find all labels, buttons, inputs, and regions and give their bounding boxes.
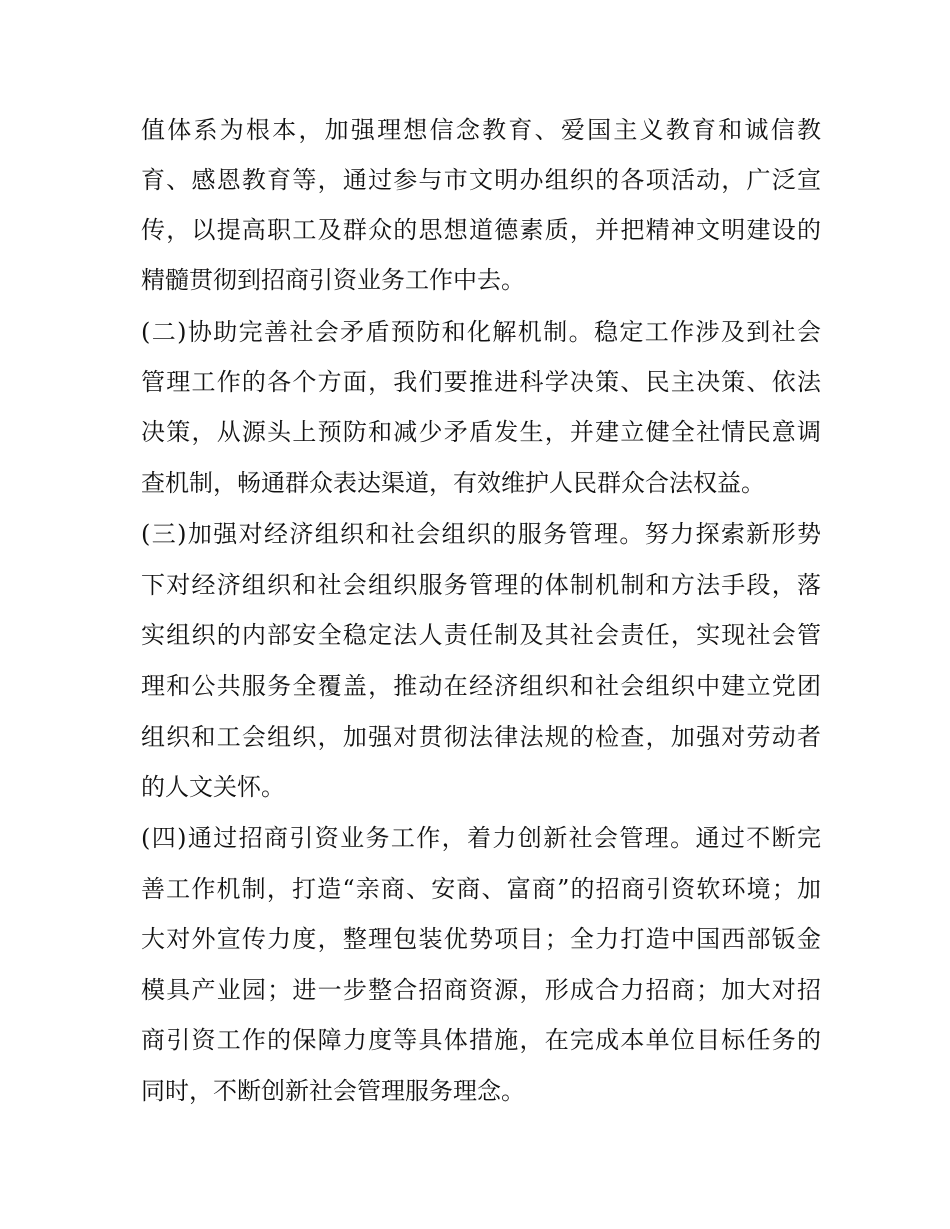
text-line: 查机制，畅通群众表达渠道，有效维护人民群众合法权益。 xyxy=(141,469,765,497)
text-line: (三)加强对经济组织和社会组织的服务管理。努力探索新形势 xyxy=(141,520,821,548)
text-line: 模具产业园；进一步整合招商资源，形成合力招商；加大对招 xyxy=(141,976,821,1004)
text-line: 决策，从源头上预防和减少矛盾发生，并建立健全社情民意调 xyxy=(141,418,821,446)
text-line: 商引资工作的保障力度等具体措施，在完成本单位目标任务的 xyxy=(141,1026,821,1054)
text-line: (二)协助完善社会矛盾预防和化解机制。稳定工作涉及到社会 xyxy=(141,318,821,346)
text-line: (四)通过招商引资业务工作，着力创新社会管理。通过不断完 xyxy=(141,824,821,852)
text-line: 善工作机制，打造“亲商、安商、富商”的招商引资软环境；加 xyxy=(141,875,821,903)
text-line: 管理工作的各个方面，我们要推进科学决策、民主决策、依法 xyxy=(141,368,821,396)
text-line: 实组织的内部安全稳定法人责任制及其社会责任，实现社会管 xyxy=(141,621,821,649)
text-line: 理和公共服务全覆盖，推动在经济组织和社会组织中建立党团 xyxy=(141,672,821,700)
text-line: 大对外宣传力度，整理包装优势项目；全力打造中国西部钣金 xyxy=(141,925,821,953)
text-line: 传，以提高职工及群众的思想道德素质，并把精神文明建设的 xyxy=(141,216,821,244)
text-line: 组织和工会组织，加强对贯彻法律法规的检查，加强对劳动者 xyxy=(141,723,821,751)
text-line: 育、感恩教育等，通过参与市文明办组织的各项活动，广泛宣 xyxy=(141,166,821,194)
text-line: 值体系为根本，加强理想信念教育、爱国主义教育和诚信教 xyxy=(141,116,821,144)
text-line: 同时，不断创新社会管理服务理念。 xyxy=(141,1077,525,1105)
text-line: 精髓贯彻到招商引资业务工作中去。 xyxy=(141,266,525,294)
text-line: 的人文关怀。 xyxy=(141,773,285,801)
text-line: 下对经济组织和社会组织服务管理的体制机制和方法手段，落 xyxy=(141,571,821,599)
